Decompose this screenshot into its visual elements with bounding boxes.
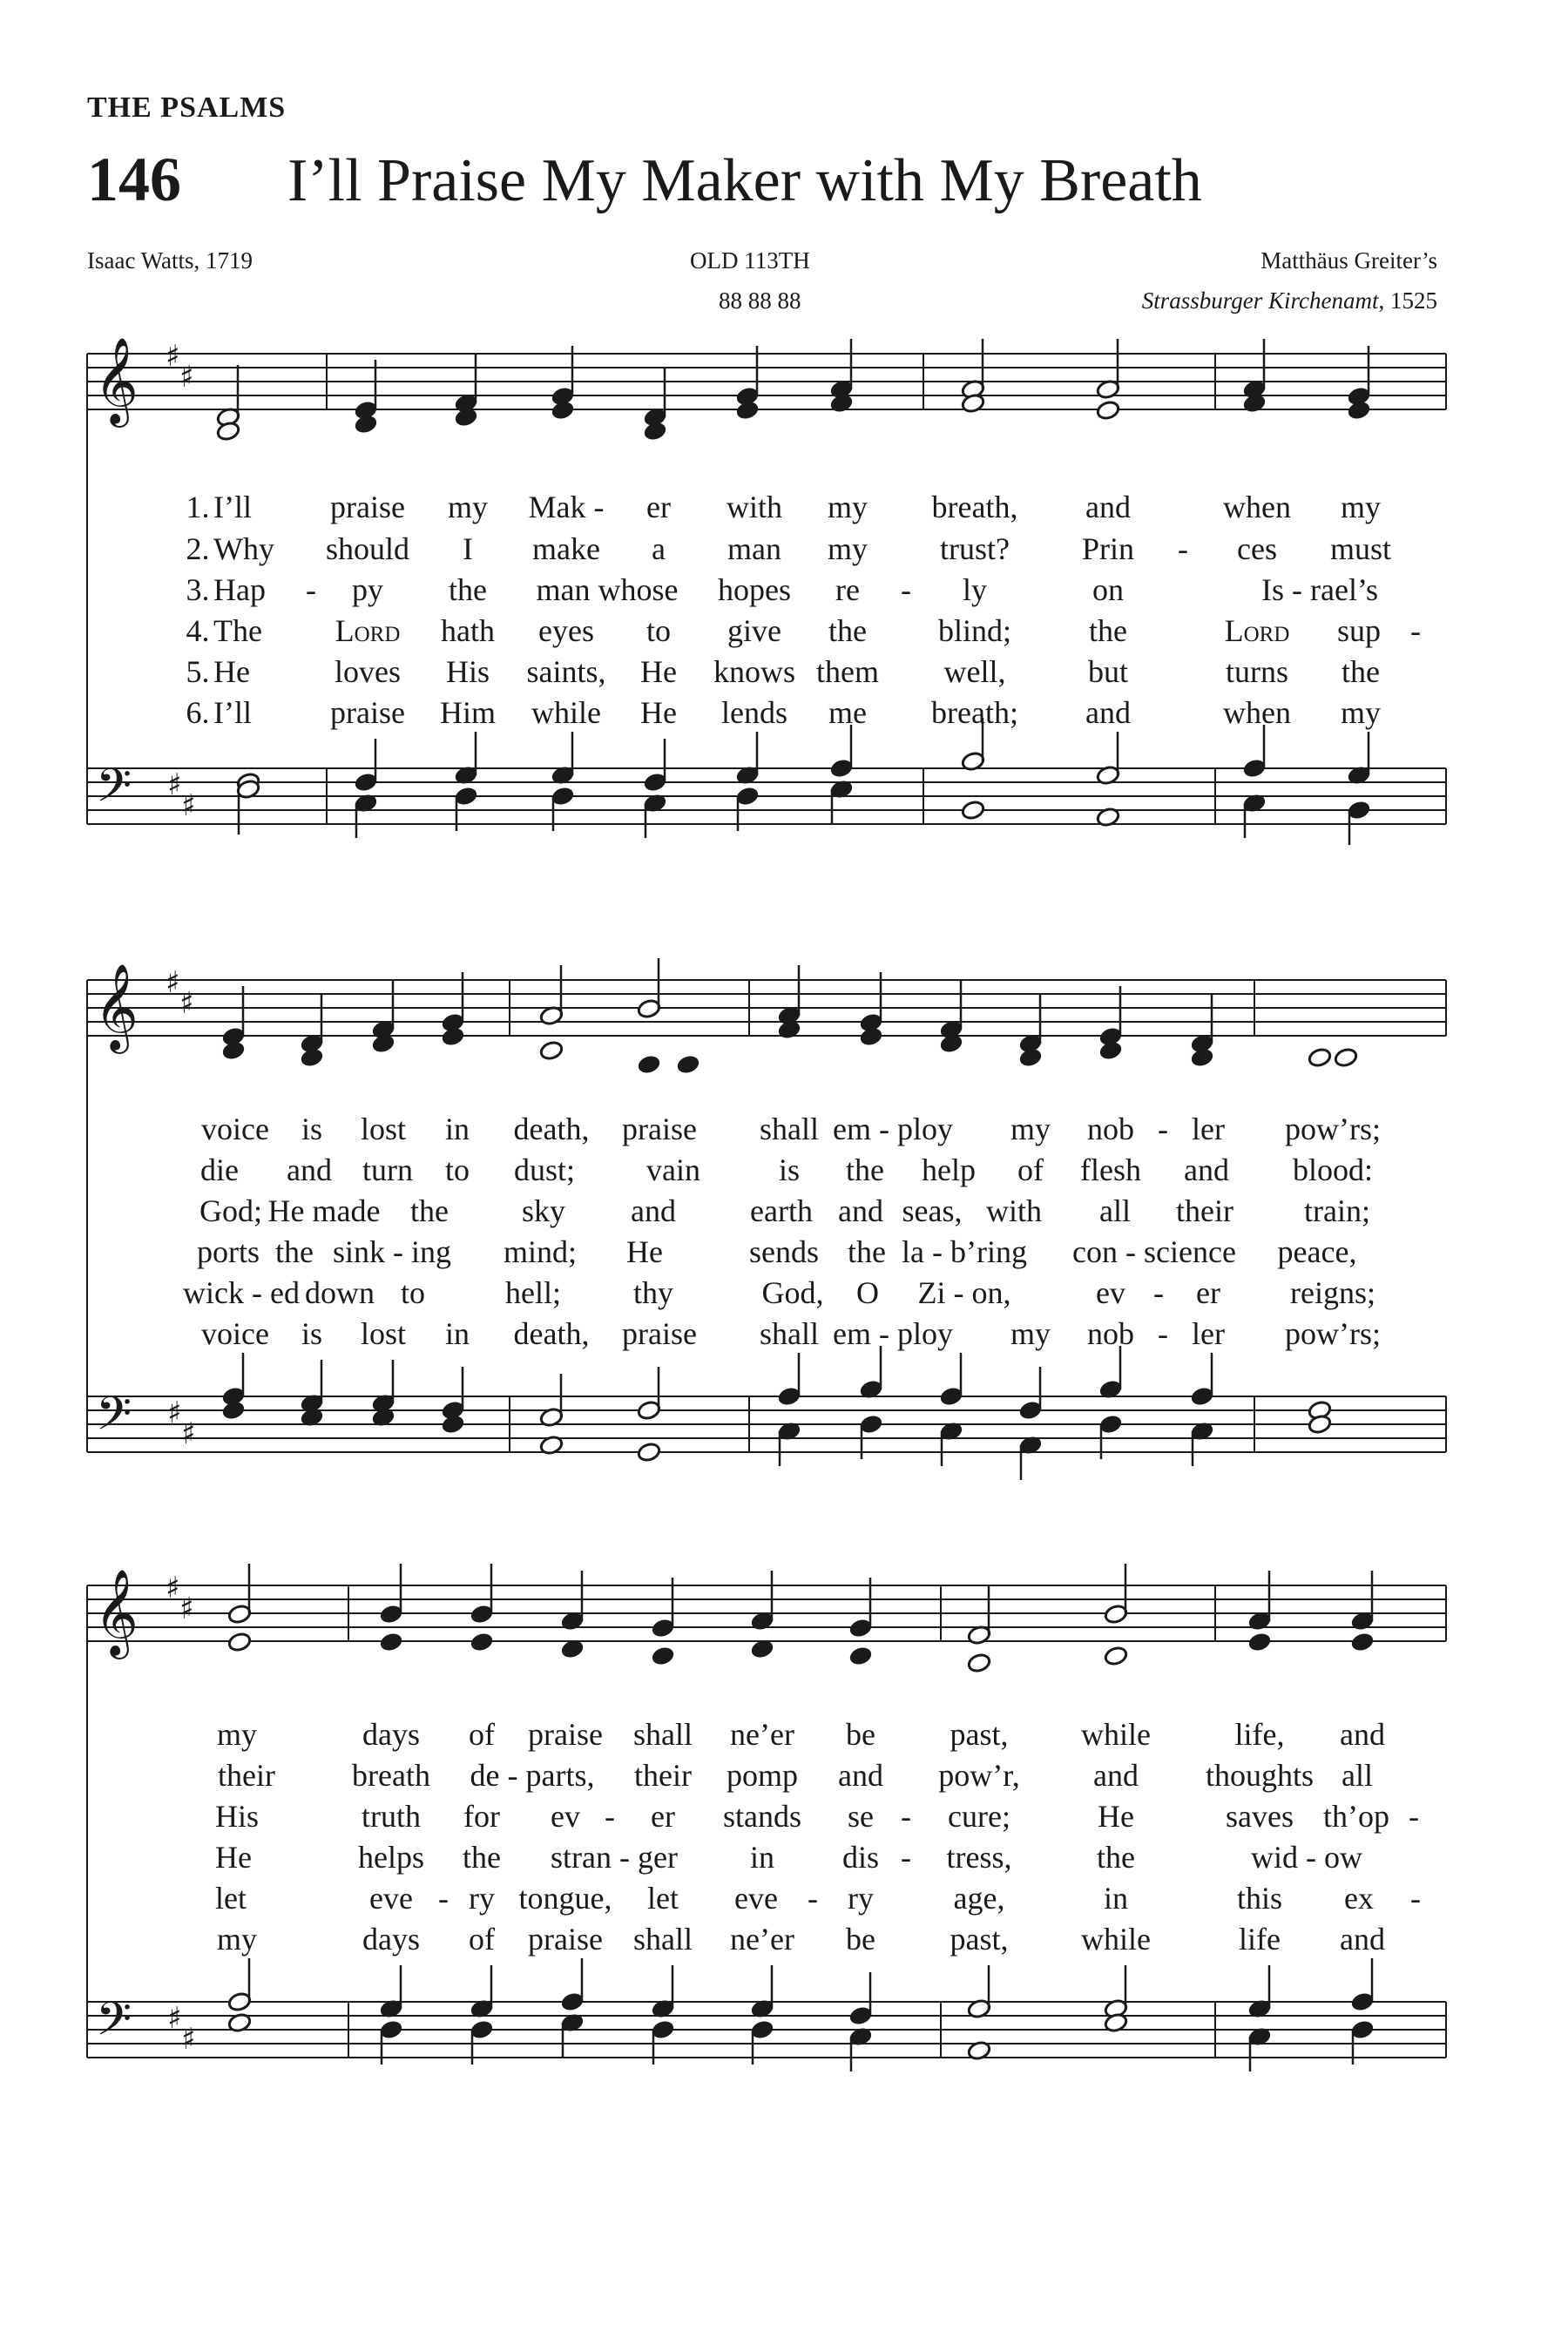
lyric: blind; [937,613,1012,648]
lyric: peace, [1277,1234,1357,1269]
lyric: turn [362,1152,413,1187]
note-head [470,1632,494,1652]
lyric: trust? [940,531,1010,566]
lyric: while [1081,1717,1151,1752]
lyric: their [634,1758,692,1793]
lyric: - [1178,531,1188,566]
lyric: Why [213,531,274,566]
lyric: the [1097,1840,1135,1875]
lyric: train; [1304,1193,1370,1228]
note-head [637,1442,661,1463]
lyric: - [306,572,316,607]
lyric: hopes [718,572,791,607]
lyric: in [444,1316,470,1351]
lyric: ces [1237,531,1277,566]
lyric: 3. [186,572,210,607]
lyric: of [1017,1152,1044,1187]
lyric: He made [267,1193,381,1228]
lyric: loves [335,654,401,689]
lyric: and [1184,1152,1229,1187]
note-head [1334,1047,1358,1068]
lyric: ne’er [730,1717,794,1752]
lyric: help [922,1152,976,1187]
note-head [1350,1632,1375,1652]
lyric: py [352,572,383,607]
lyric: lost [360,1316,407,1351]
lyric: the [463,1840,501,1875]
sharp-icon: ♯ [166,1571,180,1605]
lyric: eyes [538,613,594,648]
lyric: re [835,572,860,607]
hymn-number: 146 [87,145,181,214]
lyric: in [1103,1881,1129,1916]
note-head [1104,1646,1128,1666]
lyric: flesh [1080,1152,1141,1187]
lyric: God, [761,1275,824,1310]
lyric: to [444,1152,470,1187]
lyric: He [1098,1799,1134,1834]
lyric: their [218,1758,275,1793]
lyric: ne’er [730,1922,794,1957]
lyric: Him [439,695,497,730]
lyric: tongue, [518,1881,612,1916]
lyric: praise [330,695,405,730]
note-head [651,1646,675,1666]
lyric: The [213,613,262,648]
note-head [1190,1047,1214,1068]
lyric: all [1099,1193,1131,1228]
lyric: wick - ed [183,1275,300,1310]
note-head [441,1414,465,1435]
lyric: ler [1192,1316,1225,1351]
source-year: , 1525 [1378,287,1437,314]
lyric: I’ll [213,490,252,524]
lyric: seas, [902,1193,963,1228]
lyric: Mak - [528,490,605,524]
lyric: their [1176,1193,1233,1228]
lyric: ly [962,572,988,607]
lyric: - [1409,1799,1419,1834]
lyric: death, [513,1316,590,1351]
note-head [637,1054,661,1075]
note-head [1347,400,1371,421]
lyric: when [1223,695,1291,730]
lyric: er [646,490,671,524]
lyric: He [213,654,250,689]
lyric: stands [723,1799,801,1834]
lyric: my [1340,695,1382,730]
text-author: Isaac Watts, 1719 [87,247,253,274]
lyric: - [1410,613,1421,648]
note-head [643,421,667,442]
lyric: breath, [931,490,1018,524]
lyric: my [827,490,868,524]
lyric: me [828,695,867,730]
lyric: nob [1087,1316,1134,1351]
lyric: life [1239,1922,1281,1957]
lyric: breath [352,1758,430,1793]
lyric: pow’r, [938,1758,1020,1793]
lyric: helps [358,1840,424,1875]
lyric: with [726,490,783,524]
lyric: - [808,1881,818,1916]
lyric: O [856,1275,879,1310]
lyric: vain [646,1152,700,1187]
lyric: em - ploy [833,1112,953,1146]
lyric: let [647,1881,679,1916]
lyric: Is - rael’s [1261,572,1378,607]
lyric: I [463,531,473,566]
lyric: th’op [1323,1799,1389,1834]
lyric: voice [201,1316,269,1351]
lyric: - [605,1799,615,1834]
lyric: my [216,1717,258,1752]
hymn-title: I’ll Praise My Maker with My Breath [287,147,1202,214]
note-head [1096,400,1120,421]
lyric: be [846,1717,875,1752]
lyric: I’ll [213,695,252,730]
lyric: His [445,654,490,689]
lyric: - [901,1840,911,1875]
sharp-icon: ♯ [167,767,182,802]
lyric: is [301,1316,323,1351]
note-head [221,1400,246,1421]
lyric: se [848,1799,874,1834]
lyric: - [1153,1275,1164,1310]
lyric: die [200,1152,239,1187]
lyric: the [1089,613,1127,648]
lyric: knows [713,654,796,689]
lyric: my [1340,490,1382,524]
lyric: Lord [1224,613,1290,648]
lyric: is [778,1152,801,1187]
lyric: praise [622,1316,697,1351]
treble-clef-icon: 𝄞 [94,963,139,1051]
lyric: lends [721,695,787,730]
lyric: Prin [1081,531,1135,566]
lyric: death, [513,1112,590,1146]
lyric: saves [1226,1799,1294,1834]
lyric: my [1010,1112,1051,1146]
lyric: shall [760,1112,819,1146]
bass-clef-icon: 𝄢 [96,1993,132,2058]
lyric: must [1329,531,1392,566]
lyric: sink - ing [332,1234,452,1269]
lyric: life, [1234,1717,1285,1752]
lyric: give [727,613,781,648]
lyric: turns [1226,654,1288,689]
lyric: sends [749,1234,819,1269]
lyric: man whose [536,572,679,607]
lyric: the [410,1193,449,1228]
lyric: while [1081,1922,1151,1957]
note-head [354,414,378,435]
lyric: be [846,1922,875,1957]
lyric: sky [521,1193,566,1228]
lyric: ports [197,1234,260,1269]
note-head [221,1040,246,1061]
sharp-icon: ♯ [179,986,194,1021]
lyric: - [1410,1881,1421,1916]
meter: 88 88 88 [719,287,801,314]
section-heading: THE PSALMS [87,91,287,124]
lyric: 4. [186,613,210,648]
lyric: the [275,1234,314,1269]
lyric: and [1085,695,1131,730]
lyric: shall [633,1922,693,1957]
lyric: ler [1192,1112,1225,1146]
lyric: er [651,1799,675,1834]
lyric: while [531,695,601,730]
note-head [676,1054,700,1075]
lyric: He [640,695,677,730]
lyric: and [1340,1717,1385,1752]
lyric: voice [201,1112,269,1146]
lyric: blood: [1292,1152,1374,1187]
note-head [300,1047,324,1068]
lyric: my [447,490,489,524]
note-head [441,1026,465,1047]
lyric: 1. [186,490,210,524]
lyric: my [1010,1316,1051,1351]
bass-clef-icon: 𝄢 [96,1388,132,1452]
lyric: ev [1096,1275,1125,1310]
lyric: in [444,1112,470,1146]
lyric: well, [943,654,1006,689]
composer: Matthäus Greiter’s [1260,247,1437,274]
lyric: of [469,1717,495,1752]
lyric: praise [622,1112,697,1146]
lyric: em - ploy [833,1316,953,1351]
lyric: truth [362,1799,421,1834]
lyric: the [848,1234,886,1269]
lyric: mind; [503,1234,578,1269]
note-head [551,400,575,421]
lyric: man [727,531,781,566]
lyric: the [846,1152,884,1187]
treble-clef-icon: 𝄞 [94,1569,139,1656]
tune-name: OLD 113TH [690,247,810,274]
lyric: praise [330,490,405,524]
lyric: saints, [526,654,606,689]
note-head [859,1026,883,1047]
lyric: wid - ow [1251,1840,1362,1875]
lyric: cure; [948,1799,1010,1834]
lyric: and [287,1152,332,1187]
lyric: God; [199,1193,262,1228]
lyric: ex [1344,1881,1374,1916]
lyric: and [631,1193,676,1228]
bass-clef-icon: 𝄢 [96,760,132,824]
lyric: pow’rs; [1285,1112,1381,1146]
note-head [1247,1632,1272,1652]
lyric: dust; [513,1152,576,1187]
lyric: age, [953,1881,1005,1916]
lyric: nob [1087,1112,1134,1146]
sharp-icon: ♯ [179,360,194,395]
lyric: is [301,1112,323,1146]
lyric: 2. [186,531,210,566]
lyric: ry [469,1881,495,1916]
source-title: Strassburger Kirchenamt [1141,287,1379,314]
lyric: - [1158,1316,1168,1351]
lyric: with [985,1193,1043,1228]
lyric: eve [734,1881,778,1916]
lyric: lost [360,1112,407,1146]
lyric: days [362,1717,420,1752]
lyric: de - parts, [470,1758,595,1793]
lyric: breath; [931,695,1018,730]
lyric: He [215,1840,252,1875]
note-head [961,800,985,821]
lyric: to [400,1275,426,1310]
lyric: tress, [946,1840,1012,1875]
lyric: reigns; [1290,1275,1375,1310]
lyric: ev [551,1799,580,1834]
lyric: pomp [726,1758,799,1793]
lyric: - [901,572,911,607]
lyric: let [215,1881,247,1916]
lyric: shall [760,1316,819,1351]
note-head [967,1652,991,1673]
lyric: and [838,1193,883,1228]
lyric: the [1342,654,1380,689]
sharp-icon: ♯ [179,1592,194,1626]
lyric: on [1092,572,1124,607]
lyric: earth [750,1193,813,1228]
lyric: should [325,531,410,566]
lyric: 6. [186,695,210,730]
lyric: He [626,1234,663,1269]
lyric: make [532,531,600,566]
lyric: praise [528,1717,603,1752]
lyric: in [749,1840,775,1875]
sharp-icon: ♯ [166,965,180,1000]
lyric: He [640,654,677,689]
lyric: 5. [186,654,210,689]
note-head [539,1040,564,1061]
lyric: a [652,531,666,566]
lyric: to [645,613,672,648]
lyric: eve [369,1881,413,1916]
lyric: stran - ger [551,1840,678,1875]
lyric: - [901,1799,911,1834]
lyric: pow’rs; [1285,1316,1381,1351]
lyric: er [1196,1275,1220,1310]
note-head [227,1632,252,1652]
lyric: the [828,613,867,648]
lyric: shall [633,1717,693,1752]
lyric: and [1093,1758,1139,1793]
lyric: sup [1336,613,1382,648]
lyric: my [216,1922,258,1957]
lyric: for [463,1799,500,1834]
lyric: dis [841,1840,880,1875]
lyric: Hap [213,572,266,607]
note-head [735,400,760,421]
sharp-icon: ♯ [167,2001,182,2036]
lyric: His [214,1799,260,1834]
lyric: my [827,531,868,566]
note-head [848,1646,873,1666]
lyric: - [438,1881,449,1916]
note-head [1308,1047,1332,1068]
lyric: days [362,1922,420,1957]
lyric: la - b’ring [902,1234,1027,1269]
lyric: down [305,1275,375,1310]
lyric: the [449,572,487,607]
lyric: hell; [505,1275,561,1310]
lyric: - [1158,1112,1168,1146]
note-head [1018,1047,1043,1068]
lyric: but [1087,654,1129,689]
lyric: and [1340,1922,1385,1957]
sharp-icon: ♯ [181,788,196,823]
lyric: thoughts [1205,1758,1315,1793]
lyric: past, [950,1717,1009,1752]
lyric: Zi - on, [917,1275,1011,1310]
note-head [1098,1040,1123,1061]
lyric: thy [632,1275,674,1310]
lyric: past, [950,1922,1009,1957]
lyric: and [1085,490,1131,524]
lyric: ry [848,1881,874,1916]
lyric: Lord [335,613,401,648]
sharp-icon: ♯ [167,1396,182,1430]
lyric: all [1342,1758,1373,1793]
sharp-icon: ♯ [181,1416,196,1451]
sharp-icon: ♯ [181,2022,196,2057]
lyric: this [1236,1881,1283,1916]
treble-clef-icon: 𝄞 [94,337,139,424]
lyric: hath [441,613,495,648]
note-head [379,1632,403,1652]
lyric: of [469,1922,495,1957]
lyric: when [1223,490,1291,524]
lyric: praise [528,1922,603,1957]
sharp-icon: ♯ [166,339,180,374]
lyric: them [816,654,879,689]
lyric: and [838,1758,883,1793]
lyric: con - science [1072,1234,1236,1269]
